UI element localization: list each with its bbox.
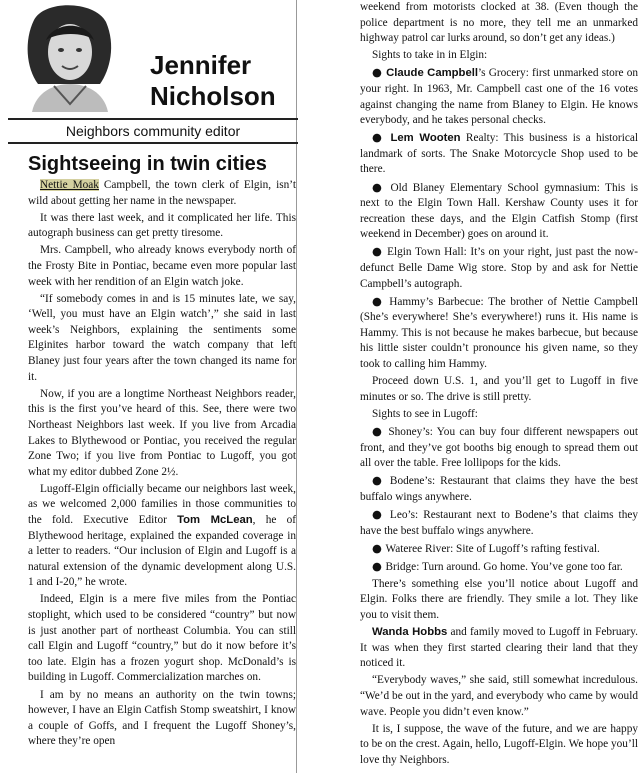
author-name: [150, 50, 300, 112]
article-paragraph: [360, 625, 638, 672]
paragraph-text: and family moved to Lugoff in February. It was when they first started clearing their land that they noticed it.: [360, 626, 638, 670]
person-name: Tom McLean: [177, 513, 253, 526]
bullet-icon: ●: [372, 424, 389, 438]
article-paragraph: [360, 130, 638, 178]
article-paragraph: [360, 374, 638, 405]
person-name: Claude Campbell: [386, 67, 479, 80]
paragraph-text: Hammy’s Barbecue: The brother of Nettie Campbell (She’s everywhere! She’s everywhere!) runs it. His name is Hammy. This is not because he makes barbecue, but because his little sister couldn’t pronounce his given name, so they took to calling him Hammy.: [360, 295, 638, 371]
paragraph-text: “If somebody comes in and is 15 minutes late, we say, ‘Well, you must have an Elgin watch’,” she said in last week’s Neighbors, explaining the sentiments some Elginites harbor toward the watch company that left Blaney just four years after the town changed its name for it.: [28, 292, 296, 383]
right-column: [360, 0, 638, 773]
paragraph-text: “Everybody waves,” she said, still somewhat incredulous. “We’d be out in the yard, and everybody who came by would wave. People you didn’t even know.”: [360, 674, 638, 718]
paragraph-text: Proceed down U.S. 1, and you’ll get to Lugoff in five minutes or so. The drive is still pretty.: [360, 375, 638, 403]
paragraph-text: Bridge: Turn around. Go home. You’ve gone too far.: [385, 560, 623, 573]
article-paragraph: [28, 387, 296, 481]
bullet-icon: ●: [372, 180, 391, 194]
author-first-name: Jennifer: [150, 50, 252, 80]
bullet-icon: ●: [372, 294, 390, 308]
article-paragraph: [28, 211, 296, 242]
paragraph-text: Leo’s: Restaurant next to Bodene’s that claims they have the best buffalo wings anywhere.: [360, 508, 638, 537]
bullet-icon: ●: [372, 474, 390, 488]
author-last-name: Nicholson: [150, 81, 276, 111]
bullet-icon: ●: [372, 559, 386, 573]
author-photo: [14, 0, 124, 112]
article-paragraph: [360, 424, 638, 472]
bullet-icon: ●: [372, 66, 387, 80]
article-paragraph: [360, 507, 638, 539]
paragraph-text: Mrs. Campbell, who already knows everybody north of the Frosty Bite in Pontiac, became even more popular last week with her rendition of an Elgin watch joke.: [28, 244, 296, 288]
paragraph-text: Elgin Town Hall: It’s on your right, just past the now-defunct Belle Dame Wig store. Stop by and ask for Nettie Campbell’s autograph.: [360, 246, 638, 290]
paragraph-text: Wateree River: Site of Lugoff’s rafting festival.: [385, 542, 600, 555]
person-name: Wanda Hobbs: [372, 626, 448, 639]
paragraph-text: Campbell, the town clerk of Elgin, isn’t wild about getting her name in the newspaper.: [28, 179, 296, 207]
article-paragraph: [360, 0, 638, 47]
paragraph-text: Now, if you are a longtime Northeast Neighbors reader, this is the first you’ve heard of this. See, there were two Northeast Neighbors last week. If you live from Arcadia Lakes to Blythewood or Pontiac, you received the regular Zone Two; if you live from Pontiac to Lugoff, you got what my editor dubbed Zone 2½.: [28, 387, 296, 478]
article-paragraph: [28, 178, 296, 209]
article-paragraph: [360, 559, 638, 576]
article-paragraph: [28, 482, 296, 591]
article-paragraph: [360, 577, 638, 624]
article-headline: Sightseeing in twin cities: [28, 153, 267, 175]
article-paragraph: [360, 407, 638, 423]
article-paragraph: [28, 688, 296, 750]
paragraph-text: It is, I suppose, the wave of the future, and we are happy to be on the crest. Again, hello, Lugoff-Elgin. We hope you’ll love thy Neighbors.: [360, 722, 638, 766]
article-paragraph: [360, 473, 638, 505]
article-body-left: [28, 178, 296, 751]
bullet-icon: ●: [372, 245, 388, 259]
bullet-icon: ●: [372, 507, 390, 521]
paragraph-text: Realty: This business is a historical landmark of sorts. The Snake Motorcycle Shop used to be there.: [360, 132, 638, 176]
paragraph-text: Sights to see in Lugoff:: [372, 407, 478, 420]
paragraph-text: , he of Blythewood heritage, explained the expanded coverage in a letter to readers. “Our inclusion of Elgin and Lugoff is a natural extension of the dynamic development along U.S. 1 and I-20,” he wrote.: [28, 513, 296, 589]
article-paragraph: [360, 722, 638, 769]
article-paragraph: [360, 180, 638, 243]
article-body-right: [360, 0, 638, 770]
person-name: Lem Wooten: [390, 132, 461, 145]
paragraph-text: Lugoff-Elgin officially became our neighbors last week, as we welcomed 2,000 families in those communities to the fold. Executive Editor: [28, 482, 296, 526]
paragraph-text: It was there last week, and it complicated her life. This autograph business can get pretty tiresome.: [28, 211, 296, 240]
paragraph-text: I am by no means an authority on the twin towns; however, I have an Elgin Catfish Stomp sweatshirt, I know a couple of Goffs, and I frequent the Lugoff Shoney’s, where they’re open: [28, 688, 296, 748]
bullet-icon: ●: [372, 541, 386, 555]
article-paragraph: [360, 244, 638, 292]
paragraph-text: Indeed, Elgin is a mere five miles from the Pontiac stoplight, which used to be considered “country” but now is just another part of northeast Columbia. You can still call Elgin and Lugoff “country,” but do it now before it’s too late. Elgin has a frozen yogurt shop. McDonald’s is building in Lugoff. Commercialization marches on.: [28, 593, 296, 684]
article-paragraph: [360, 294, 638, 373]
bullet-icon: ●: [372, 131, 391, 145]
article-paragraph: [360, 65, 638, 128]
article-paragraph: [360, 673, 638, 720]
paragraph-text: ’s Grocery: first unmarked store on your right. In 1963, Mr. Campbell cast one of the 16 votes against changing the name from Blaney to Elgin. He knows everybody, and he takes personal checks.: [360, 67, 638, 127]
paragraph-text: Old Blaney Elementary School gymnasium: This is next to the Elgin Town Hall. Kershaw County uses it for recreation these days, and the Elgin Catfish Stomp (first weekend in December) goes on around it.: [360, 181, 638, 241]
article-paragraph: [28, 592, 296, 686]
highlighted-name: Nettie Moak: [40, 179, 99, 191]
article-paragraph: [28, 243, 296, 290]
author-role: Neighbors community editor: [8, 118, 298, 144]
paragraph-text: Shoney’s: You can buy four different newspapers out front, and they’ve got booths big enough to spread them out all over the table. Free lollipops for the kids.: [360, 425, 638, 470]
paragraph-text: weekend from motorists clocked at 38. (Even though the police department is no more, they tell me an unmarked highway patrol car lurks around, so don’t get any ideas.): [360, 1, 638, 45]
article-paragraph: [360, 48, 638, 64]
byline-box: [14, 0, 294, 118]
paragraph-text: Bodene’s: Restaurant that claims they have the best buffalo wings anywhere.: [360, 475, 638, 503]
paragraph-text: Sights to take in in Elgin:: [372, 49, 488, 62]
paragraph-text: There’s something else you’ll notice about Lugoff and Elgin. Folks there are friendly. They smile a lot. They like you to visit them.: [360, 577, 638, 621]
article-paragraph: [28, 292, 296, 386]
article-paragraph: [360, 541, 638, 558]
